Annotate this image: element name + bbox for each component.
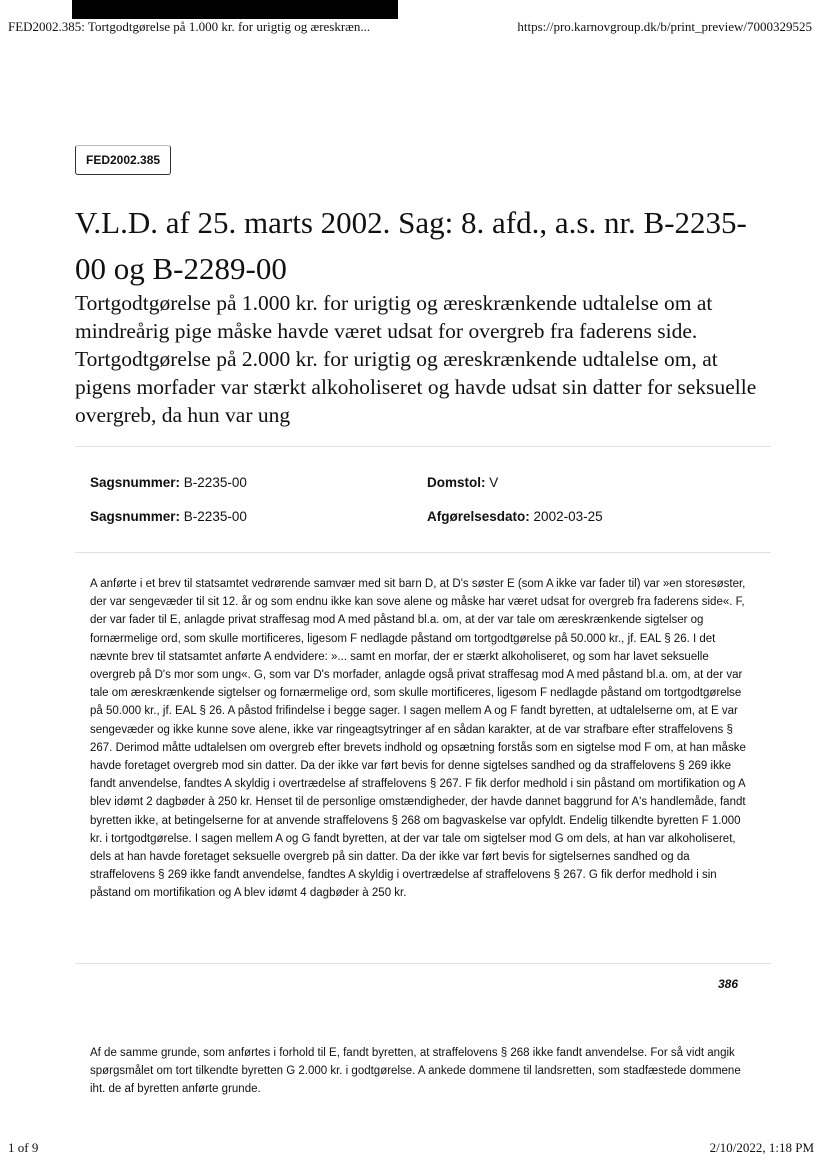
meta-court [427,475,498,490]
print-header-url: https://pro.karnovgroup.dk/b/print_preview/7000329525 [517,19,812,34]
meta-value: B-2235-00 [183,509,247,524]
meta-value: B-2235-00 [183,475,247,490]
meta-label: Sagsnummer: [90,509,181,524]
meta-label: Sagsnummer: [90,475,181,490]
divider [75,963,771,964]
meta-label: Domstol: [427,475,486,490]
print-header-title: FED2002.385: Tortgodtgørelse på 1.000 kr. for urigtig og æreskræn... [8,19,371,34]
page-title: V.L.D. af 25. marts 2002. Sag: 8. afd., a.s. nr. B-2235-00 og B-2289-00 [75,205,747,286]
divider [75,552,771,553]
summary-paragraph-continued: Af de samme grunde, som anførtes i forhold til E, fandt byretten, at straffelovens § 268 ikke fandt anvendelse. For så vidt angik spørgsmålet om tort tilkendte byretten G 2.000 kr. i godtgørelse. A ankede dommene til landsretten, som stadfæstede dommene iht. de af byretten anførte grunde. [90,1047,741,1096]
print-footer-page: 1 of 9 [8,1140,39,1155]
page-marker: 386 [717,977,738,991]
meta-case-number-2 [90,509,247,524]
redaction-bar [72,0,398,19]
meta-decision-date [427,509,603,524]
document-id-badge: FED2002.385 [75,145,171,175]
summary-paragraph: A anførte i et brev til statsamtet vedrørende samvær med sit barn D, at D's søster E (som A ikke var fader til) var »en storesøster, der var sengevæder til sit 12. år og som endnu ikke kan sove alene og måske har været udsat for overgreb fra faderens side«. F, der var fader til E, anlagde privat straffesag mod A med påstand bl.a. om, at der var tale om æreskrænkende sigtelser og fornærmelige ord, som skulle mortificeres, ligesom F nedlagde påstand om tortgodtgørelse på 50.000 kr., jf. EAL § 26. I det nævnte brev til statsamtet anførte A endvidere: »... samt en morfar, der er stærkt alkoholiseret, og som har lavet seksuelle overgreb på D's mor som ung«. G, som var D's morfader, anlagde også privat straffesag mod A med påstand bl.a. om, at der var tale om æreskrænkende sigtelser og fornærmelige ord, som skulle mortificeres, ligesom F nedlagde påstand om tortgodtgørelse på 50.000 kr., jf. EAL § 26. A påstod frifindelse i begge sager. I sagen mellem A og F fandt byretten, at udtalelserne om, at E var sengevæder og ikke kunne sove alene, ikke var ringeagtsytringer af en sådan karakter, at de var strafbare efter straffelovens § 267. Derimod måtte udtalelsen om overgreb efter brevets indhold og opsætning forstås som en sigtelse mod F om, at han måske havde foretaget overgreb mod sin datter. Da der ikke var ført bevis for denne sigtelses sandhed og da straffelovens § 269 ikke fandt anvendelse, fandtes A skyldig i overtrædelse af straffelovens § 267. F fik derfor medhold i sin påstand om mortifikation og A blev idømt 2 dagbøder à 250 kr. Henset til de personlige omstændigheder, der havde dannet baggrund for A's handlemåde, fandt byretten ikke, at betingelserne for at anvende straffelovens § 268 om bagvaskelse var opfyldt. Endelig tilkendte byretten F 1.000 kr. i tortgodtgørelse. I sagen mellem A og G fandt byretten, at der var tale om sigtelser mod G om dels, at han var alkoholiseret, dels at han havde foretaget seksuelle overgreb på sin datter. Da der ikke var ført bevis for sigtelsernes sandhed og da straffelovens § 269 ikke fandt anvendelse, fandtes A skyldig i overtrædelse af straffelovens § 267. G fik derfor medhold i sin påstand om mortifikation og A blev idømt 4 dagbøder à 250 kr. [90,578,746,900]
meta-label: Afgørelsesdato: [427,509,530,524]
meta-value: V [489,475,499,490]
divider [75,446,771,447]
meta-value: 2002-03-25 [533,509,603,524]
page-subtitle: Tortgodtgørelse på 1.000 kr. for urigtig og æreskrænkende udtalelse om at mindreårig pige måske havde været udsat for overgreb fra faderens side. Tortgodtgørelse på 2.000 kr. for urigtig og æreskrænkende udtalelse om, at pigens morfader var stærkt alkoholiseret og havde udsat sin datter for seksuelle overgreb, da hun var ung [75,291,757,427]
print-footer-timestamp: 2/10/2022, 1:18 PM [709,1140,814,1155]
meta-case-number-1 [90,475,247,490]
